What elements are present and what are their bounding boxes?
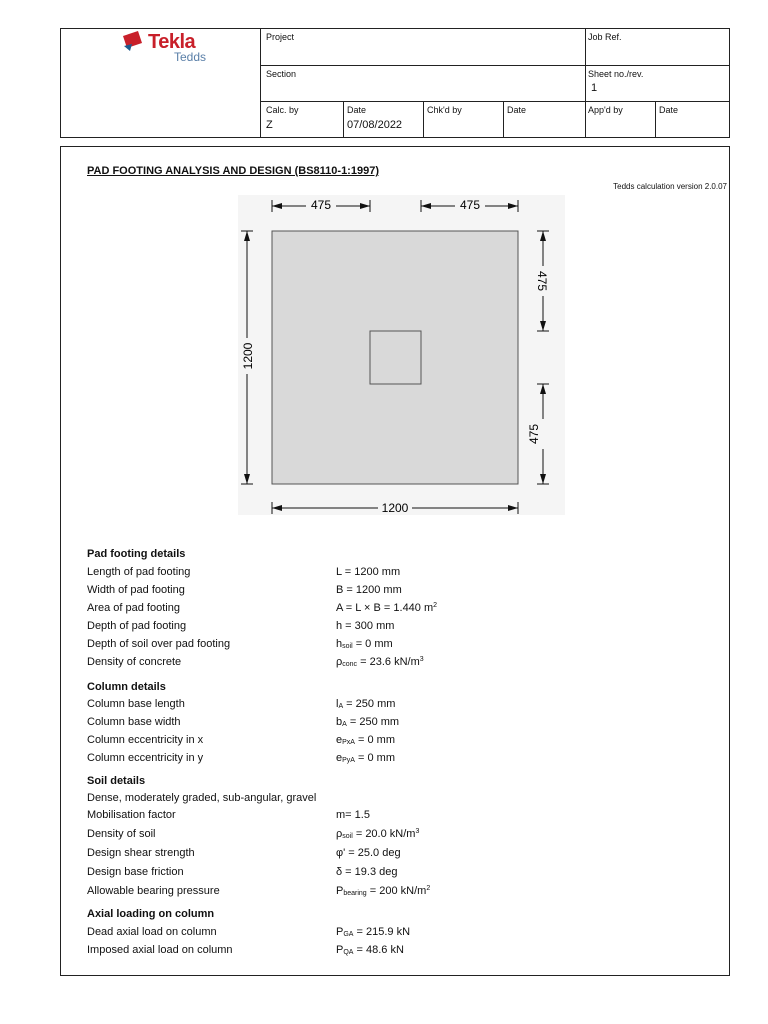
- value-text: h: [336, 638, 343, 650]
- value-text: P: [336, 944, 344, 956]
- divider: [655, 101, 656, 138]
- value-text: P: [336, 926, 344, 938]
- symbol-subscript: conc: [342, 661, 358, 668]
- pad-row-value: [336, 602, 437, 614]
- value-text: L: [336, 566, 342, 578]
- value-text: = 19.3 deg: [342, 866, 398, 878]
- symbol-subscript: soil: [342, 643, 353, 650]
- soil-row-label: Design base friction: [87, 866, 184, 878]
- value-text: = 23.6 kN/m: [357, 656, 420, 668]
- soil-row-label: Allowable bearing pressure: [87, 885, 220, 897]
- value-text: ρ: [336, 656, 343, 668]
- soil-row-value: [336, 866, 397, 878]
- pad-row-label: Depth of soil over pad footing: [87, 638, 231, 650]
- value-text: P: [336, 885, 344, 897]
- soil-row-value: [336, 885, 430, 897]
- soil-description: Dense, moderately graded, sub-angular, gravel: [87, 792, 317, 804]
- axial-row-label: Dead axial load on column: [87, 926, 217, 938]
- soil-row-label: Mobilisation factor: [87, 809, 176, 821]
- value-text: = 0 mm: [352, 638, 393, 650]
- dim-top-left: 475: [310, 198, 332, 212]
- pad-row-label: Width of pad footing: [87, 584, 185, 596]
- job-ref-label: Job Ref.: [588, 32, 622, 42]
- value-text: = 215.9 kN: [353, 926, 411, 938]
- symbol-subscript: bearing: [343, 890, 367, 897]
- calc-version: Tedds calculation version 2.0.07: [613, 182, 727, 191]
- divider: [503, 101, 504, 138]
- value-text: δ: [336, 866, 343, 878]
- soil-row-label: Design shear strength: [87, 847, 195, 859]
- column-row-label: Column base width: [87, 716, 181, 728]
- date-value: 07/08/2022: [347, 119, 403, 131]
- pad-row-label: Density of concrete: [87, 656, 182, 668]
- logo-product-text: Tedds: [174, 50, 207, 64]
- dim-left: 1200: [241, 342, 255, 370]
- value-text: ρ: [336, 828, 343, 840]
- project-label: Project: [266, 32, 295, 42]
- column-details-heading: Column details: [87, 681, 166, 693]
- symbol-subscript: GA: [343, 931, 354, 938]
- pad-details-heading: Pad footing details: [87, 548, 186, 560]
- value-text: = 250 mm: [346, 716, 400, 728]
- value-text: = 250 mm: [343, 698, 396, 710]
- divider: [343, 101, 344, 138]
- soil-row-value: [336, 828, 419, 840]
- value-text: A = L × B: [336, 602, 381, 614]
- sheet-value: 1: [591, 82, 598, 94]
- value-text: B: [336, 584, 344, 596]
- value-text: = 1.440 m: [380, 602, 434, 614]
- value-text: = 25.0 deg: [345, 847, 401, 859]
- symbol-subscript: A: [338, 703, 344, 710]
- pad-row-value: [336, 620, 394, 632]
- value-text: h: [336, 620, 343, 632]
- axial-row-label: Imposed axial load on column: [87, 944, 233, 956]
- value-text: = 200 kN/m: [366, 885, 427, 897]
- soil-details-heading: Soil details: [87, 775, 146, 787]
- divider: [260, 65, 730, 66]
- symbol-subscript: soil: [342, 833, 353, 840]
- value-text: = 20.0 kN/m: [352, 828, 416, 840]
- value-text: l: [336, 698, 339, 710]
- pad-row-label: Depth of pad footing: [87, 620, 187, 632]
- soil-row-label: Density of soil: [87, 828, 156, 840]
- date2-label: Date: [507, 105, 527, 115]
- symbol-subscript: PyA: [342, 757, 355, 764]
- value-text: = 300 mm: [342, 620, 395, 632]
- column-row-label: Column base length: [87, 698, 185, 710]
- document-title: PAD FOOTING ANALYSIS AND DESIGN (BS8110-1:1997): [87, 165, 379, 177]
- column-row-value: [336, 734, 395, 746]
- value-text: b: [336, 716, 343, 728]
- section-label: Section: [266, 69, 297, 79]
- unit-superscript: 2: [433, 602, 438, 609]
- pad-row-label: Length of pad footing: [87, 566, 191, 578]
- value-text: = 1200 mm: [343, 584, 402, 596]
- value-text: = 0 mm: [354, 752, 396, 764]
- symbol-subscript: QA: [343, 949, 354, 956]
- dim-bottom: 1200: [381, 501, 409, 515]
- unit-superscript: 3: [415, 828, 420, 835]
- value-text: e: [336, 752, 343, 764]
- axial-row-value: [336, 926, 410, 938]
- divider: [423, 101, 424, 138]
- soil-row-value: [336, 847, 401, 859]
- column-row-label: Column eccentricity in x: [87, 734, 204, 746]
- symbol-subscript: PxA: [342, 739, 355, 746]
- sheet-label: Sheet no./rev.: [588, 69, 644, 79]
- unit-superscript: 2: [426, 885, 431, 892]
- value-text: m: [336, 809, 346, 821]
- value-text: = 0 mm: [354, 734, 396, 746]
- chkd-by-label: Chk'd by: [427, 105, 462, 115]
- axial-loading-heading: Axial loading on column: [87, 908, 215, 920]
- value-text: φ': [336, 847, 346, 859]
- calc-by-label: Calc. by: [266, 105, 299, 115]
- symbol-subscript: A: [342, 721, 347, 728]
- divider: [260, 28, 261, 138]
- logo-brand-text: Tekla: [148, 31, 196, 53]
- pad-row-value: [336, 638, 393, 650]
- appd-by-label: App'd by: [588, 105, 623, 115]
- pad-row-value: [336, 566, 400, 578]
- dim-right-bottom: 475: [527, 423, 541, 445]
- pad-footing-plan: [272, 231, 518, 484]
- pad-row-value: [336, 584, 402, 596]
- pad-footing-diagram: [0, 190, 768, 530]
- value-text: = 1200 mm: [341, 566, 401, 578]
- date3-label: Date: [659, 105, 679, 115]
- dim-top-right: 475: [459, 198, 481, 212]
- column-row-label: Column eccentricity in y: [87, 752, 204, 764]
- value-text: = 48.6 kN: [353, 944, 404, 956]
- value-text: e: [336, 734, 343, 746]
- column-row-value: [336, 698, 395, 710]
- axial-row-value: [336, 944, 404, 956]
- pad-row-label: Area of pad footing: [87, 602, 180, 614]
- column-row-value: [336, 716, 399, 728]
- divider: [260, 101, 730, 102]
- soil-row-value: [336, 809, 370, 821]
- pad-row-value: [336, 656, 424, 668]
- tekla-mark-icon: [120, 30, 146, 52]
- value-text: = 1.5: [345, 809, 370, 821]
- date-label: Date: [347, 105, 367, 115]
- column-row-value: [336, 752, 395, 764]
- dim-right-top: 475: [535, 270, 549, 292]
- tekla-logo: [60, 28, 260, 68]
- unit-superscript: 3: [419, 656, 424, 663]
- divider: [585, 28, 586, 138]
- calc-by-value: Z: [266, 119, 273, 131]
